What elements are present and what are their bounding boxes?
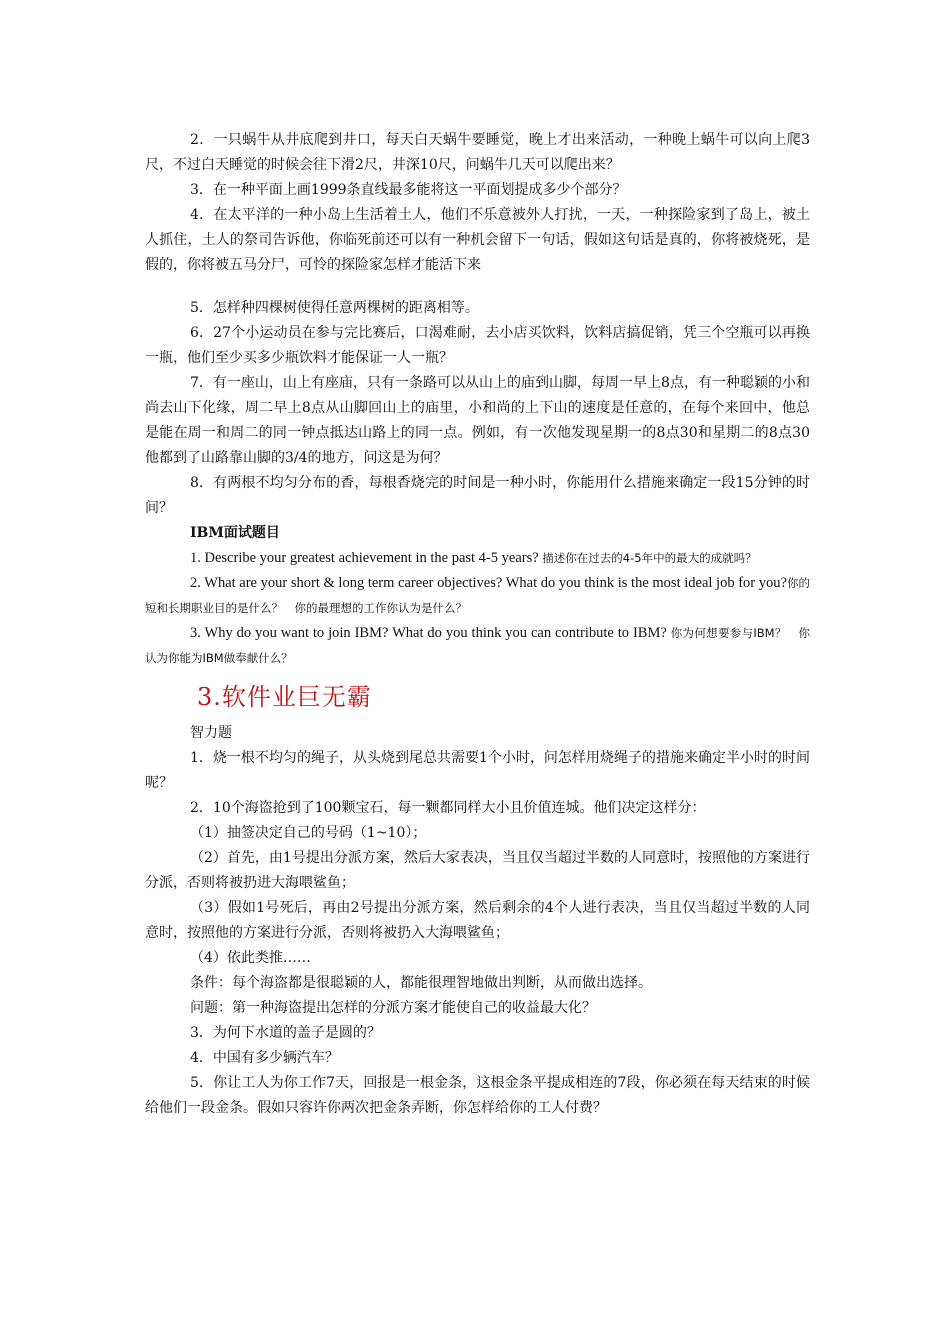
puzzle-2-rule-3: （3）假如1号死后，再由2号提出分派方案，然后剩余的4个人进行表决，当且仅当超过半数的人同意时，按照他的方案进行分派，否则将被扔入大海喂鲨鱼；	[145, 900, 810, 941]
ibm-question-2	[145, 571, 810, 621]
puzzle-2: 2．10个海盗抢到了100颗宝石，每一颗都同样大小且价值连城。他们决定这样分：	[190, 800, 706, 816]
question-2: 2．一只蜗牛从井底爬到井口，每天白天蜗牛要睡觉，晚上才出来活动，一种晚上蜗牛可以向上爬3尺，不过白天睡觉的时候会往下滑2尺，井深10尺，问蜗牛几天可以爬出来？	[145, 132, 810, 173]
question-4: 4．在太平洋的一种小岛上生活着土人，他们不乐意被外人打扰，一天，一种探险家到了岛上，被土人抓住，土人的祭司告诉他，你临死前还可以有一种机会留下一句话，假如这句话是真的，你将被烧死，是假的，你将被五马分尸，可怜的探险家怎样才能活下来	[145, 207, 810, 273]
ibm-question-en: 1. Describe your greatest achievement in the past 4-5 years?	[190, 550, 543, 566]
ibm-question-zh: 你为何想要参与IBM？ 你认为你能为IBM做奉献什么？	[145, 626, 810, 665]
ibm-question-en: 3. Why do you want to join IBM? What do you think you can contribute to IBM?	[190, 625, 671, 641]
paragraph-gap	[145, 278, 810, 296]
document-page	[145, 128, 810, 1121]
question-5: 5．怎样种四棵树使得任意两棵树的距离相等。	[190, 300, 479, 316]
question-3: 3．在一种平面上画1999条直线最多能将这一平面划提成多少个部分？	[190, 182, 627, 198]
ibm-question-1	[145, 546, 810, 571]
ibm-title: IBM面试题目	[190, 525, 280, 541]
puzzle-5: 5．你让工人为你工作7天，回报是一根金条，这根金条平提成相连的7段，你必须在每天结束的时候给他们一段金条。假如只容许你两次把金条弄断，你怎样给你的工人付费？	[145, 1075, 810, 1116]
puzzle-2-rule-1: （1）抽签决定自己的号码（1~10）；	[190, 825, 427, 841]
puzzle-4: 4．中国有多少辆汽车？	[190, 1050, 339, 1066]
puzzle-2-rule-2: （2）首先，由1号提出分派方案，然后大家表决，当且仅当超过半数的人同意时，按照他的方案进行分派，否则将被扔进大海喂鲨鱼；	[145, 850, 810, 891]
question-7: 7．有一座山，山上有座庙，只有一条路可以从山上的庙到山脚，每周一早上8点，有一种聪颖的小和尚去山下化缘，周二早上8点从山脚回山上的庙里，小和尚的上下山的速度是任意的，在每个来回中，他总是能在周一和周二的同一钟点抵达山路上的同一点。例如，有一次他发现星期一的8点30和星期二的8点30他都到了山路靠山脚的3/4的地方，问这是为何？	[145, 375, 810, 466]
puzzle-2-condition: 条件：每个海盗都是很聪颖的人，都能很理智地做出判断，从而做出选择。	[190, 975, 652, 991]
ibm-question-en: 2. What are your short & long term career objectives? What do you think is the most ideal job for you?	[190, 575, 787, 591]
question-6: 6．27个小运动员在参与完比赛后，口渴难耐，去小店买饮料，饮料店搞促销，凭三个空瓶可以再换一瓶，他们至少买多少瓶饮料才能保证一人一瓶？	[145, 325, 810, 366]
puzzle-3: 3．为何下水道的盖子是圆的？	[190, 1025, 381, 1041]
ibm-question-zh: 你的短和长期职业目的是什么？ 你的最理想的工作你认为是什么？	[145, 576, 811, 615]
question-8: 8．有两根不均匀分布的香，每根香烧完的时间是一种小时，你能用什么措施来确定一段15分钟的时间？	[145, 475, 810, 516]
puzzle-1: 1．烧一根不均匀的绳子，从头烧到尾总共需要1个小时，问怎样用烧绳子的措施来确定半小时的时间呢？	[145, 750, 810, 791]
ibm-question-3	[145, 621, 810, 671]
puzzle-2-question: 问题：第一种海盗提出怎样的分派方案才能使自己的收益最大化？	[190, 1000, 596, 1016]
puzzle-2-rule-4: （4）依此类推……	[190, 950, 311, 966]
ibm-question-zh: 描述你在过去的4-5年中的最大的成就吗？	[542, 551, 757, 565]
puzzle-title: 智力题	[190, 725, 232, 741]
section-heading: 3.软件业巨无霸	[197, 683, 372, 711]
